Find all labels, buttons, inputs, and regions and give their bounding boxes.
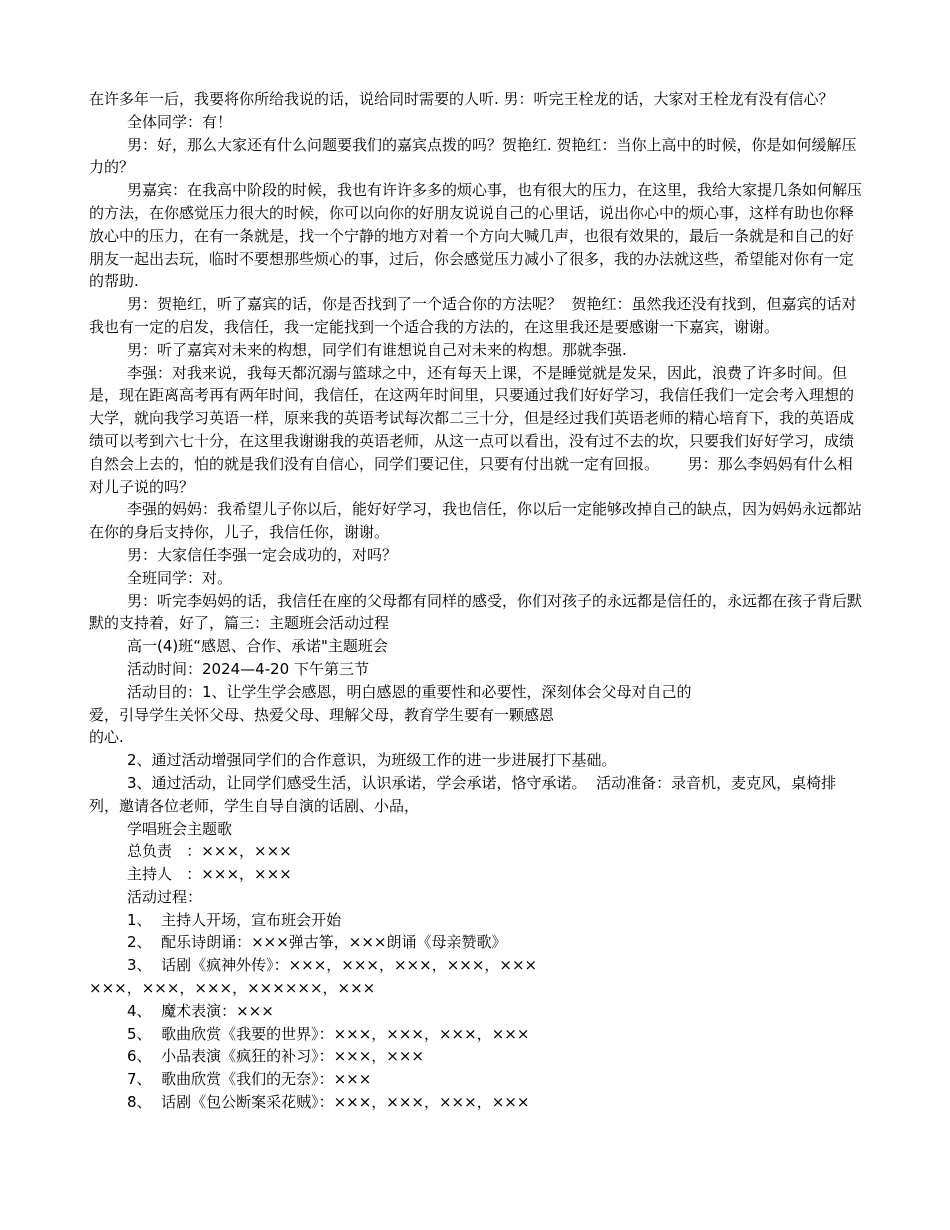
activity-purpose-cont: 爱，引导学生关怀父母、热爱父母、理解父母，教育学生要有一颗感恩 (89, 705, 555, 724)
process-item-6: 6、 小品表演《疯狂的补习》：×××，××× (127, 1047, 424, 1066)
process-item-3: 3、 话剧《疯神外传》：×××，×××，×××，×××，××× (127, 956, 538, 975)
process-item-1: 1、 主持人开场，宣布班会开始 (127, 910, 342, 929)
section-title: 高一(4)班“感恩、合作、承诺"主题班会 (127, 637, 388, 656)
paragraph-guest-answer: 男嘉宾：在我高中阶段的时候，我也有许许多多的烦心事，也有很大的压力，在这里，我给大家提几条如何解压的方法，在你感觉压力很大的时候，你可以向你的好朋友说说自己的心里话，说出你心中的烦心事，这样有助也你释放心中的压力，在有一条就是，找一个宁静的地方对着一个方向大喊几声，也很有效果的，最后一条就是和自己的好朋友一起出去玩，临时不要想那些烦心的事，过后，你会感觉压力减小了很多，我的办法就这些，希望能对你有一定的帮助. (89, 181, 863, 291)
paragraph-class-reply: 全班同学：对。 (127, 568, 233, 587)
activity-time: 活动时间：2024—4-20 下午第三节 (127, 659, 369, 678)
process-item-2: 2、 配乐诗朗诵：×××弹古筝，×××朗诵《母亲赞歌》 (127, 933, 507, 952)
process-item-4: 4、 魔术表演：××× (127, 1001, 274, 1020)
purpose-item-2: 2、通过活动增强同学们的合作意识，为班级工作的进一步进展打下基础。 (127, 751, 617, 770)
paragraph-host-closing: 男：听完李妈妈的话，我信任在座的父母都有同样的感受，你们对孩子的永远都是信任的，永远都在孩子背后默默的支持着，好了，篇三：主题班会活动过程 (89, 591, 863, 633)
paragraph-li-qiang-mother: 李强的妈妈：我希望儿子你以后，能好好学习，我也信任，你以后一定能够改掉自己的缺点，因为妈妈永远都站在你的身后支持你，儿子，我信任你，谢谢。 (89, 500, 863, 542)
paragraph-host-believe: 男：大家信任李强一定会成功的，对吗？ (127, 545, 398, 564)
process-item-8: 8、 话剧《包公断案采花贼》：×××，×××，×××，××× (127, 1093, 530, 1112)
purpose-item-3: 3、通过活动，让同学们感受生活，认识承诺，学会承诺，恪守承诺。 活动准备：录音机，麦克风，桌椅排列，邀请各位老师，学生自导自演的话剧、小品， (89, 773, 837, 815)
process-heading: 活动过程： (127, 887, 203, 906)
paragraph-host-question: 男：好，那么大家还有什么问题要我们的嘉宾点拨的吗？贺艳红. 贺艳红：当你上高中的时候，你是如何缓解压力的？ (89, 135, 857, 177)
paragraph-he-yanhong-reply: 男：贺艳红，听了嘉宾的话，你是否找到了一个适合你的方法呢？ 贺艳红：虽然我还没有找到，但嘉宾的话对我也有一定的启发，我信任，我一定能找到一个适合我的方法的，在这里我还是要感谢一下嘉宾，谢谢。 (89, 295, 857, 336)
activity-purpose-end: 的心. (89, 728, 124, 747)
host-names: 主持人 ：×××，××× (127, 865, 292, 884)
paragraph-all-students-reply: 全体同学：有！ (127, 112, 233, 131)
paragraph-host-future: 男：听了嘉宾对未来的构想，同学们有谁想说自己对未来的构想。那就李强. (127, 340, 627, 359)
document-body (89, 88, 864, 1114)
chief-in-charge: 总负责 ：×××，××× (127, 842, 292, 861)
activity-purpose: 活动目的：1、让学生学会感恩，明白感恩的重要性和必要性，深刻体会父母对自己的 (127, 682, 692, 701)
process-item-5: 5、 歌曲欣赏《我要的世界》：×××，×××，×××，××× (127, 1024, 530, 1043)
process-item-7: 7、 歌曲欣赏《我们的无奈》：××× (127, 1070, 372, 1089)
paragraph-continuation: 在许多年一后，我要将你所给我说的话，说给同时需要的人听. 男：听完王栓龙的话，大家对王栓龙有没有信心？ (89, 90, 834, 108)
paragraph-li-qiang: 李强：对我来说，我每天都沉溺与篮球之中，还有每天上课，不是睡觉就是发呆，因此，浪费了许多时间。但是，现在距离高考再有两年时间，我信任，在这两年时间里，只要通过我们好好学习，我信任我们一定会考入理想的大学，就向我学习英语一样，原来我的英语考试每次都二三十分，但是经过我们英语老师的精心培育下，我的英语成绩可以考到六七十分，在这里我谢谢我的英语老师，从这一点可以看出，没有过不去的坎，只要我们好好学习，成绩自然会上去的，怕的就是我们没有自信心，同学们要记住，只要有付出就一定有回报。 男：那么李妈妈有什么相对儿子说的吗？ (89, 363, 855, 496)
process-item-3-cont: ×××，×××，×××，××××××，××× (89, 979, 376, 998)
theme-song: 学唱班会主题歌 (127, 819, 233, 838)
